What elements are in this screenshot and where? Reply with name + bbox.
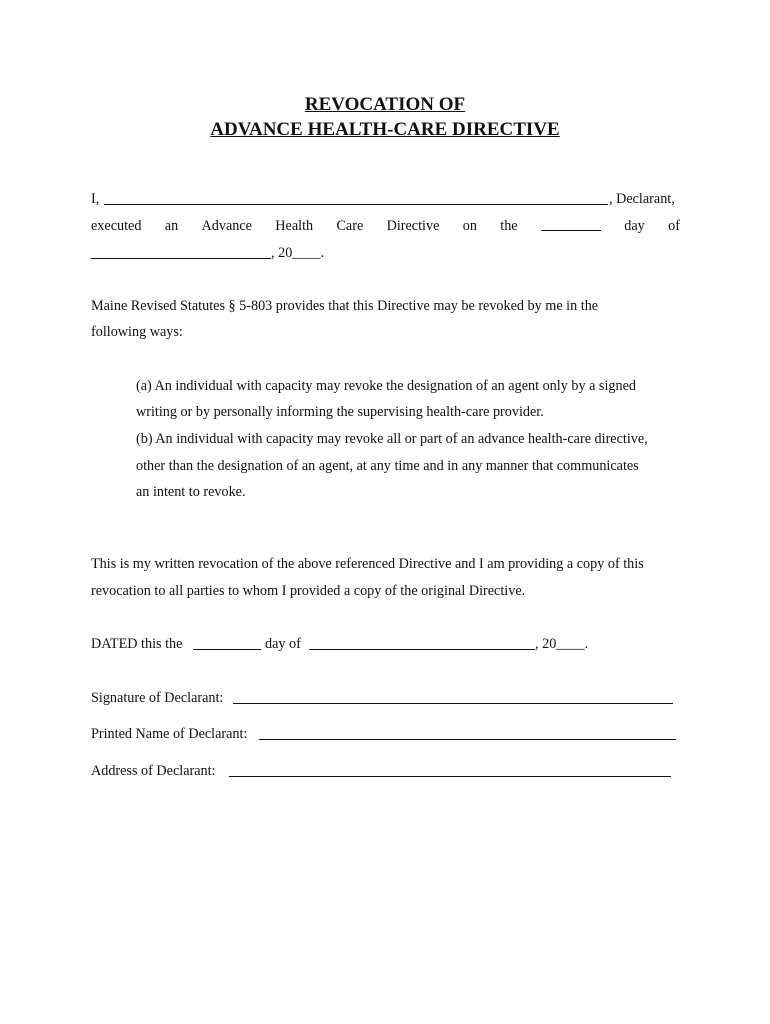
- revocation-line-2: revocation to all parties to whom I provided a copy of the original Directive.: [91, 583, 526, 599]
- executed-row: [91, 218, 680, 235]
- execution-year-text: , 20____.: [271, 245, 325, 261]
- executed-word: on: [462, 218, 477, 234]
- dated-day-of: day of: [265, 636, 301, 652]
- dated-day-blank[interactable]: [193, 636, 261, 650]
- title-line-1: REVOCATION OF: [304, 94, 466, 115]
- signature-blank[interactable]: [233, 690, 673, 704]
- statute-line-2: following ways:: [91, 324, 183, 340]
- executed-word: Directive: [386, 218, 440, 234]
- provision-b-line-3: an intent to revoke.: [136, 484, 246, 500]
- printed-name-label: Printed Name of Declarant:: [91, 726, 248, 742]
- provision-b-line-2: other than the designation of an agent, at any time and in any manner that communicates: [136, 458, 639, 474]
- printed-name-blank[interactable]: [259, 726, 676, 740]
- of-word: of: [668, 218, 680, 234]
- executed-word: the: [500, 218, 518, 234]
- executed-word: Health: [275, 218, 314, 234]
- declarant-suffix: , Declarant,: [609, 191, 675, 207]
- signature-label: Signature of Declarant:: [91, 690, 224, 706]
- declarant-prefix: I,: [91, 191, 100, 207]
- execution-day-blank[interactable]: [541, 218, 601, 231]
- executed-word: executed: [91, 218, 142, 234]
- executed-word: an: [164, 218, 179, 234]
- provision-a-line-1: (a) An individual with capacity may revoke the designation of an agent only by a signed: [136, 378, 636, 394]
- address-label: Address of Declarant:: [91, 763, 216, 779]
- executed-word: Advance: [201, 218, 252, 234]
- declarant-name-blank[interactable]: [104, 191, 608, 205]
- provision-b-line-1: (b) An individual with capacity may revoke all or part of an advance health-care directive,: [136, 431, 648, 447]
- statute-line-1: Maine Revised Statutes § 5-803 provides that this Directive may be revoked by me in the: [91, 298, 599, 314]
- dated-year: , 20____.: [535, 636, 589, 652]
- dated-prefix: DATED this the: [91, 636, 183, 652]
- execution-month-blank[interactable]: [91, 245, 271, 259]
- dated-month-blank[interactable]: [309, 636, 535, 650]
- title-line-2: ADVANCE HEALTH-CARE DIRECTIVE: [210, 119, 560, 140]
- address-blank[interactable]: [229, 763, 671, 777]
- revocation-line-1: This is my written revocation of the above referenced Directive and I am providing a copy of this: [91, 556, 644, 572]
- executed-word: Care: [336, 218, 364, 234]
- provision-a-line-2: writing or by personally informing the supervising health-care provider.: [136, 404, 544, 420]
- day-word: day: [624, 218, 645, 234]
